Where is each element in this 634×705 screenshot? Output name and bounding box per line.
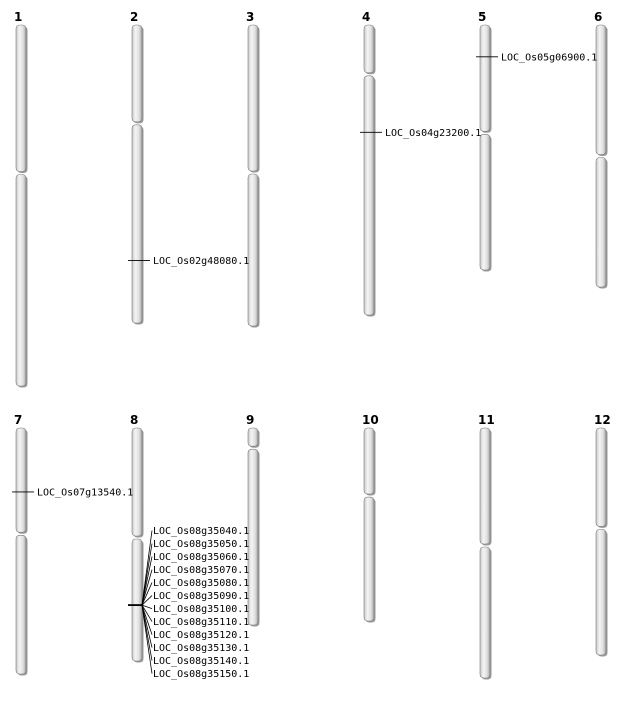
chromosome-9 xyxy=(248,428,260,627)
chromosome-label: 11 xyxy=(478,413,495,427)
chromosome-p-arm xyxy=(132,428,142,536)
chromosome-label: 1 xyxy=(14,10,23,24)
chromosome-2 xyxy=(132,25,144,325)
chromosome-p-arm xyxy=(132,25,142,122)
gene-markers-layer xyxy=(12,52,597,680)
gene-label: LOC_Os08g35050.1 xyxy=(153,539,250,551)
chromosome-p-arm xyxy=(480,428,490,544)
chromosome-p-arm xyxy=(364,428,374,494)
chromosome-label: 5 xyxy=(478,10,487,24)
chromosomes-layer xyxy=(14,10,611,680)
chromosome-label: 9 xyxy=(246,413,255,427)
chromosome-1 xyxy=(16,25,28,388)
chromosome-q-arm xyxy=(364,497,374,621)
chromosome-q-arm xyxy=(248,174,258,326)
gene-label: LOC_Os08g35110.1 xyxy=(153,617,250,629)
gene-label: LOC_Os08g35090.1 xyxy=(153,591,250,603)
gene-marker xyxy=(360,128,481,139)
chromosome-label: 4 xyxy=(362,10,371,24)
gene-label: LOC_Os08g35100.1 xyxy=(153,604,250,616)
chromosome-label: 6 xyxy=(594,10,603,24)
gene-label: LOC_Os08g35140.1 xyxy=(153,656,250,668)
chromosome-p-arm xyxy=(248,25,258,171)
gene-marker xyxy=(142,604,249,615)
gene-marker xyxy=(142,591,249,605)
chromosome-label: 12 xyxy=(594,413,611,427)
chromosome-8 xyxy=(132,428,144,663)
chromosome-10 xyxy=(364,428,376,623)
chromosome-p-arm xyxy=(480,25,490,131)
gene-label: LOC_Os08g35150.1 xyxy=(153,669,250,681)
chromosome-6 xyxy=(596,25,608,289)
chromosome-7 xyxy=(16,428,28,676)
chromosome-q-arm xyxy=(16,535,26,674)
gene-marker xyxy=(128,256,249,267)
gene-label: LOC_Os08g35080.1 xyxy=(153,578,250,590)
gene-label: LOC_Os08g35120.1 xyxy=(153,630,250,642)
chromosome-label: 3 xyxy=(246,10,255,24)
chromosome-q-arm xyxy=(596,158,606,288)
chromosome-q-arm xyxy=(596,529,606,655)
chromosome-q-arm xyxy=(248,449,258,625)
chromosome-label: 8 xyxy=(130,413,139,427)
chromosome-label: 2 xyxy=(130,10,139,24)
gene-label: LOC_Os08g35060.1 xyxy=(153,552,250,564)
chromosome-p-arm xyxy=(248,428,258,446)
chromosome-label: 7 xyxy=(14,413,23,427)
chromosome-q-arm xyxy=(480,134,490,270)
gene-label: LOC_Os08g35130.1 xyxy=(153,643,250,655)
chromosome-q-arm xyxy=(16,175,26,386)
gene-label: LOC_Os05g06900.1 xyxy=(501,52,598,64)
gene-label: LOC_Os04g23200.1 xyxy=(385,127,482,139)
chromosome-12 xyxy=(596,428,608,657)
chromosome-label: 10 xyxy=(362,413,379,427)
chromosome-4 xyxy=(364,25,376,317)
gene-marker xyxy=(12,487,133,498)
chromosome-p-arm xyxy=(596,25,606,155)
chromosome-q-arm xyxy=(480,547,490,678)
chromosome-q-arm xyxy=(132,539,142,661)
gene-label: LOC_Os07g13540.1 xyxy=(37,487,134,499)
chromosome-q-arm xyxy=(132,125,142,323)
gene-marker xyxy=(476,52,597,63)
chromosome-p-arm xyxy=(364,25,374,73)
chromosome-p-arm xyxy=(16,25,26,172)
gene-label: LOC_Os02g48080.1 xyxy=(153,255,250,267)
chromosome-3 xyxy=(248,25,260,328)
chromosome-q-arm xyxy=(364,76,374,315)
chromosome-p-arm xyxy=(16,428,26,532)
chromosome-p-arm xyxy=(596,428,606,526)
gene-label: LOC_Os08g35070.1 xyxy=(153,565,250,577)
chromosome-11 xyxy=(480,428,492,680)
gene-label: LOC_Os08g35040.1 xyxy=(153,526,250,538)
chromosome-5 xyxy=(480,25,492,272)
